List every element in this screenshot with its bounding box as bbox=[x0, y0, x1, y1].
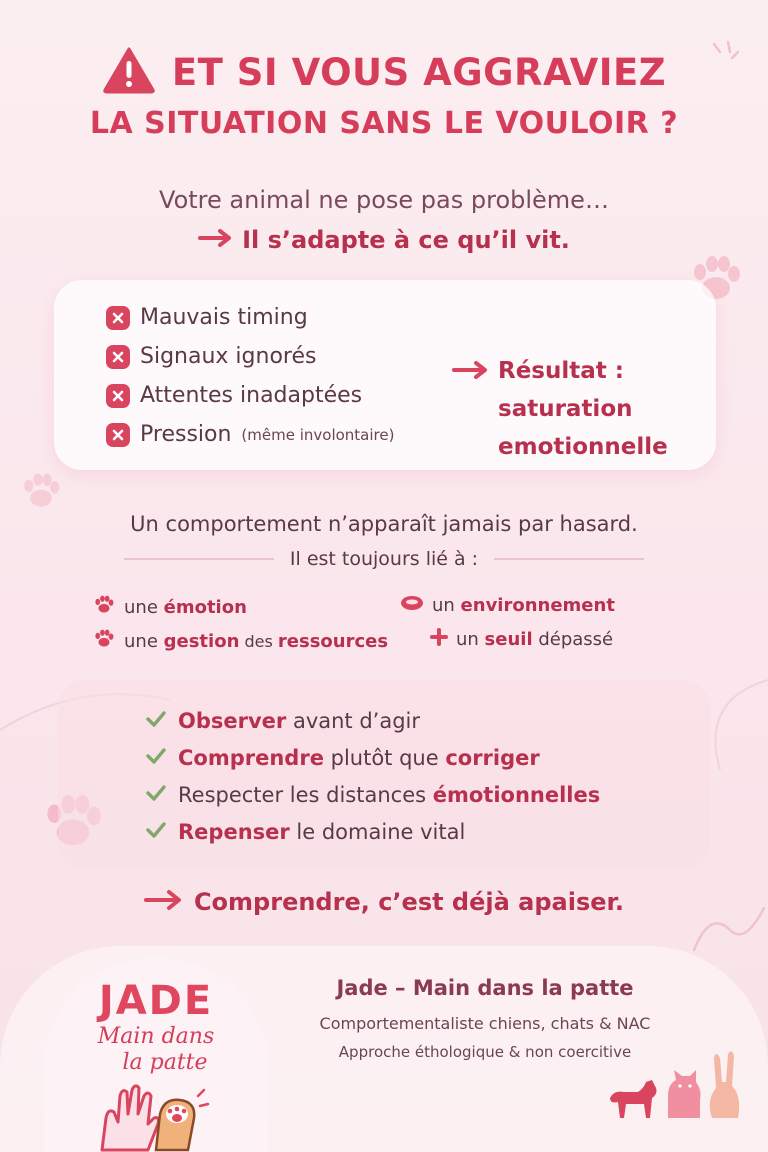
advice-text: le domaine vital bbox=[289, 819, 466, 844]
check-icon bbox=[146, 709, 166, 733]
check-icon bbox=[146, 820, 166, 844]
logo-script-line2: la patte bbox=[122, 1050, 208, 1075]
divider bbox=[494, 558, 644, 560]
divider bbox=[124, 558, 274, 560]
factor-emotion bbox=[92, 594, 247, 621]
advice-text: Respecter les distances bbox=[178, 782, 433, 807]
advice-keyword: Observer bbox=[178, 708, 287, 733]
result-label: Résultat : bbox=[498, 358, 624, 384]
footer-approach: Approche éthologique & non coercitive bbox=[338, 1043, 632, 1061]
causes-list bbox=[106, 298, 394, 454]
factor-prefix: un bbox=[456, 629, 485, 650]
x-mark-icon bbox=[106, 384, 130, 408]
page-title-line2: LA SITUATION SANS LE VOULOIR ? bbox=[89, 106, 679, 141]
arrow-right-icon bbox=[452, 360, 490, 384]
bowl-icon bbox=[400, 594, 424, 617]
list-item bbox=[146, 739, 600, 776]
title-row bbox=[0, 46, 768, 98]
hand-paw-logo-icon bbox=[92, 1078, 212, 1152]
causes-card bbox=[54, 280, 716, 470]
cause-label: Signaux ignorés bbox=[140, 344, 317, 369]
cause-label: Mauvais timing bbox=[140, 305, 308, 330]
list-item bbox=[146, 776, 600, 813]
logo-script bbox=[66, 1024, 246, 1076]
paw-decoration-icon bbox=[18, 470, 64, 514]
factor-prefix: une bbox=[124, 631, 164, 652]
factor-keyword: gestion bbox=[163, 631, 240, 652]
page-title-line1: ET SI VOUS AGGRAVIEZ bbox=[171, 50, 667, 94]
x-mark-icon bbox=[106, 306, 130, 330]
animals-silhouette-icon bbox=[604, 1044, 748, 1128]
list-item bbox=[106, 337, 394, 376]
list-item bbox=[106, 415, 394, 454]
cause-label: Pression bbox=[140, 422, 232, 447]
warning-icon bbox=[102, 46, 156, 98]
footer-name: Jade – Main dans la patte bbox=[336, 976, 634, 1000]
conclusion-row bbox=[0, 888, 768, 916]
factor-keyword: émotion bbox=[163, 597, 247, 618]
subline-text: Il s’adapte à ce qu’il vit. bbox=[242, 226, 570, 254]
factor-suffix: dépassé bbox=[532, 629, 614, 650]
factor-threshold bbox=[430, 628, 613, 651]
arrow-right-icon bbox=[198, 228, 234, 252]
advice-keyword: Comprendre bbox=[178, 745, 324, 770]
conclusion-text: Comprendre, c’est déjà apaiser. bbox=[193, 888, 625, 916]
cause-label: Attentes inadaptées bbox=[140, 383, 363, 408]
x-mark-icon bbox=[106, 423, 130, 447]
list-item bbox=[146, 813, 600, 850]
subtitle: Votre animal ne pose pas problème… bbox=[159, 186, 609, 214]
x-mark-icon bbox=[106, 345, 130, 369]
advice-text: plutôt que bbox=[323, 745, 446, 770]
advice-list bbox=[146, 702, 600, 850]
logo-script-line1: Main dans bbox=[97, 1024, 215, 1049]
list-item bbox=[146, 702, 600, 739]
plus-icon bbox=[430, 628, 448, 651]
factor-keyword: seuil bbox=[484, 629, 533, 650]
factor-middle: des bbox=[239, 632, 278, 651]
advice-card bbox=[58, 680, 710, 870]
result-text bbox=[498, 352, 668, 466]
cause-note: (même involontaire) bbox=[241, 425, 395, 444]
logo-title: JADE bbox=[98, 978, 214, 1024]
footer-role: Comportementaliste chiens, chats & NAC bbox=[319, 1014, 651, 1033]
paw-icon bbox=[92, 594, 116, 621]
linked-row bbox=[0, 548, 768, 570]
result-block bbox=[452, 352, 668, 466]
subline-row bbox=[0, 226, 768, 254]
arrow-right-icon bbox=[144, 889, 184, 915]
check-icon bbox=[146, 783, 166, 807]
factor-keyword: environnement bbox=[460, 595, 615, 616]
advice-text: avant d’agir bbox=[286, 708, 421, 733]
factor-resources bbox=[92, 628, 388, 655]
behavior-statement: Un comportement n’apparaît jamais par hasard. bbox=[130, 512, 638, 536]
check-icon bbox=[146, 746, 166, 770]
list-item bbox=[106, 376, 394, 415]
factor-prefix: une bbox=[124, 597, 164, 618]
advice-keyword: émotionnelles bbox=[432, 782, 601, 807]
linked-text: Il est toujours lié à : bbox=[289, 548, 479, 570]
advice-keyword: corriger bbox=[445, 745, 540, 770]
factor-keyword: ressources bbox=[277, 631, 389, 652]
advice-keyword: Repenser bbox=[178, 819, 290, 844]
factor-prefix: un bbox=[432, 595, 461, 616]
factor-environment bbox=[400, 594, 615, 617]
result-line2: emotionnelle bbox=[498, 434, 668, 460]
paw-icon bbox=[92, 628, 116, 655]
result-line1: saturation bbox=[498, 396, 633, 422]
list-item bbox=[106, 298, 394, 337]
